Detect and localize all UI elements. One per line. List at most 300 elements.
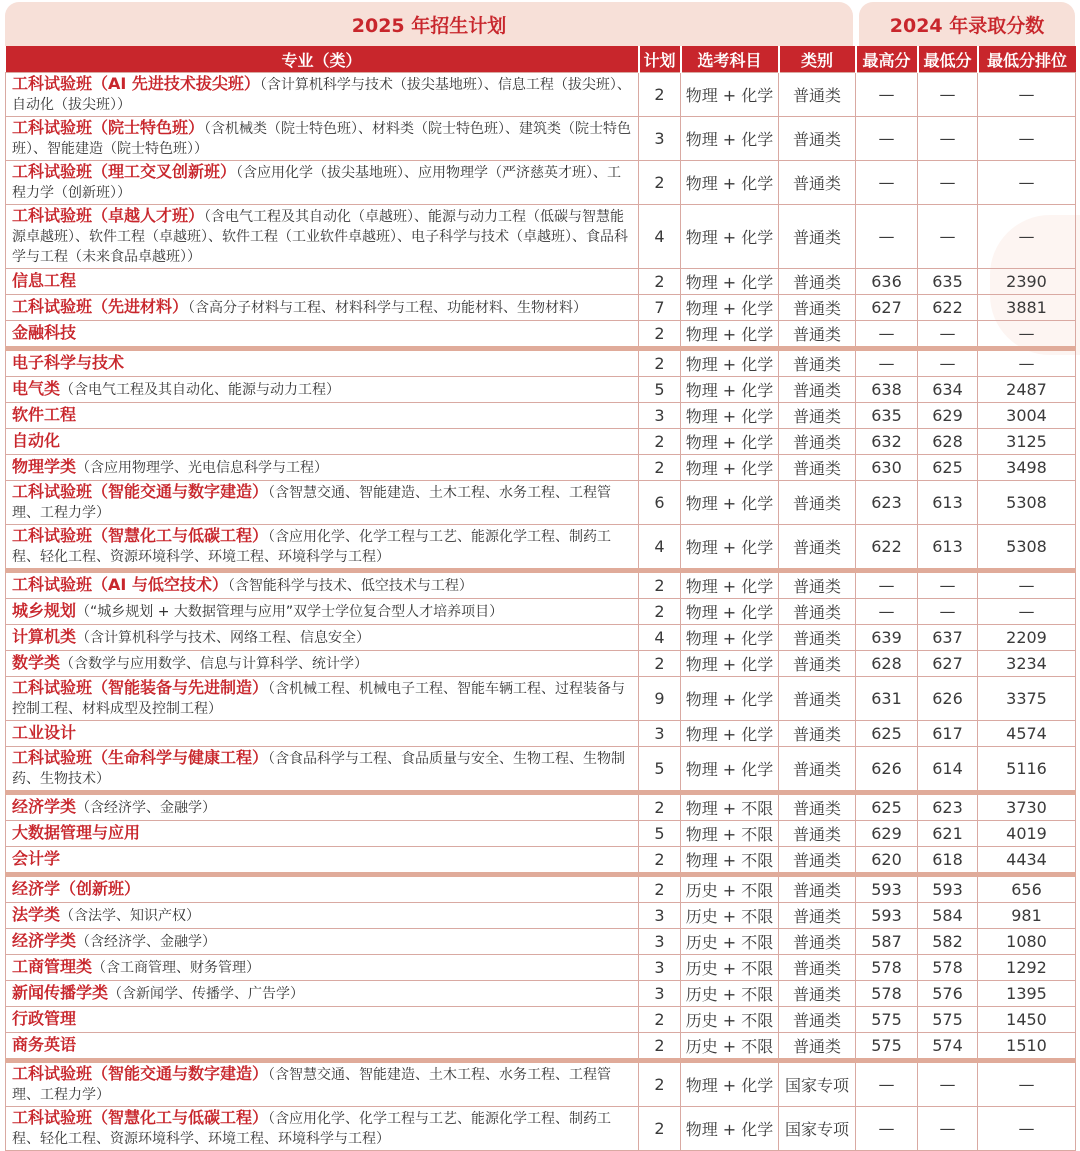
major-name: 大数据管理与应用 (12, 823, 141, 842)
table-row (6, 793, 1076, 821)
major-cell (6, 269, 639, 295)
table-row (6, 677, 1076, 721)
plan-section-title: 2025 年招生计划 (5, 2, 853, 46)
major-name: 新闻传播学类 (12, 983, 109, 1002)
min-score: — (918, 161, 978, 205)
min-score: 575 (918, 1007, 978, 1033)
plan-count: 2 (639, 161, 681, 205)
subject-requirement: 物理 + 化学 (681, 571, 779, 599)
major-name: 电子科学与技术 (12, 353, 125, 372)
category: 普通类 (779, 377, 856, 403)
section-headers (5, 2, 1075, 46)
major-name: 工科试验班（卓越人才班） (12, 206, 205, 225)
min-rank: — (978, 117, 1076, 161)
major-desc: （含经济学、金融学） (76, 800, 217, 816)
table-row (6, 403, 1076, 429)
major-desc: （含电气工程及其自动化、能源与动力工程） (60, 382, 341, 398)
category: 普通类 (779, 1007, 856, 1033)
min-rank: 2209 (978, 625, 1076, 651)
max-score: 620 (856, 847, 918, 875)
table-row (6, 929, 1076, 955)
major-cell (6, 821, 639, 847)
max-score: 627 (856, 295, 918, 321)
min-score: 628 (918, 429, 978, 455)
category: 普通类 (779, 625, 856, 651)
table-row (6, 821, 1076, 847)
category: 普通类 (779, 161, 856, 205)
major-desc: （含应用化学（拔尖基地班）、应用物理学（严济慈英才班）、工程力学（创新班）） (12, 165, 622, 201)
subject-requirement: 物理 + 化学 (681, 625, 779, 651)
min-rank: — (978, 205, 1076, 269)
plan-count: 3 (639, 117, 681, 161)
max-score: 593 (856, 875, 918, 903)
category: 普通类 (779, 903, 856, 929)
min-rank: — (978, 73, 1076, 117)
major-cell (6, 955, 639, 981)
table-row (6, 481, 1076, 525)
table-row (6, 73, 1076, 117)
min-score: 625 (918, 455, 978, 481)
table-row (6, 599, 1076, 625)
max-score: 625 (856, 721, 918, 747)
category: 普通类 (779, 747, 856, 793)
major-cell (6, 295, 639, 321)
category: 普通类 (779, 321, 856, 349)
category: 普通类 (779, 269, 856, 295)
subject-requirement: 物理 + 化学 (681, 349, 779, 377)
category: 普通类 (779, 721, 856, 747)
plan-count: 2 (639, 1033, 681, 1061)
table-row (6, 875, 1076, 903)
major-desc: （含计算机科学与技术、网络工程、信息安全） (76, 630, 371, 646)
table-row (6, 1033, 1076, 1061)
major-desc: （含经济学、金融学） (76, 934, 217, 950)
major-desc: （含数学与应用数学、信息与计算科学、统计学） (60, 656, 369, 672)
category: 普通类 (779, 847, 856, 875)
table-row (6, 847, 1076, 875)
min-rank: 4019 (978, 821, 1076, 847)
max-score: — (856, 73, 918, 117)
subject-requirement: 物理 + 化学 (681, 403, 779, 429)
major-desc: （含机械工程、机械电子工程、智能车辆工程、过程装备与控制工程、材料成型及控制工程） (12, 681, 626, 717)
major-name: 信息工程 (12, 271, 77, 290)
max-score: 631 (856, 677, 918, 721)
major-name: 工科试验班（智能交通与数字建造） (12, 1064, 269, 1083)
major-name: 工科试验班（先进材料） (12, 297, 189, 316)
score-section-title: 2024 年录取分数 (859, 2, 1075, 46)
category: 普通类 (779, 295, 856, 321)
min-score: — (918, 1061, 978, 1107)
major-cell (6, 981, 639, 1007)
major-cell (6, 1007, 639, 1033)
max-score: — (856, 117, 918, 161)
min-score: 621 (918, 821, 978, 847)
max-score: — (856, 571, 918, 599)
max-score: — (856, 1107, 918, 1151)
subject-requirement: 物理 + 化学 (681, 321, 779, 349)
major-name: 工科试验班（智慧化工与低碳工程） (12, 526, 269, 545)
major-cell (6, 161, 639, 205)
max-score: 630 (856, 455, 918, 481)
max-score: — (856, 599, 918, 625)
col-header-plan: 计划 (639, 46, 681, 73)
plan-count: 2 (639, 875, 681, 903)
min-score: 634 (918, 377, 978, 403)
subject-requirement: 物理 + 化学 (681, 525, 779, 571)
major-cell (6, 903, 639, 929)
major-desc: （含高分子材料与工程、材料科学与工程、功能材料、生物材料） (188, 300, 588, 316)
subject-requirement: 物理 + 不限 (681, 793, 779, 821)
plan-count: 2 (639, 1061, 681, 1107)
major-cell (6, 117, 639, 161)
plan-count: 4 (639, 525, 681, 571)
min-score: 629 (918, 403, 978, 429)
major-desc: （含法学、知识产权） (60, 908, 201, 924)
min-score: 613 (918, 481, 978, 525)
col-header-min-score: 最低分 (918, 46, 978, 73)
subject-requirement: 物理 + 化学 (681, 599, 779, 625)
subject-requirement: 历史 + 不限 (681, 875, 779, 903)
col-header-min-rank: 最低分排位 (978, 46, 1076, 73)
table-row (6, 981, 1076, 1007)
table-row (6, 321, 1076, 349)
major-name: 工科试验班（智能装备与先进制造） (12, 678, 269, 697)
min-score: 617 (918, 721, 978, 747)
plan-count: 3 (639, 721, 681, 747)
major-name: 工科试验班（智能交通与数字建造） (12, 482, 269, 501)
major-cell (6, 403, 639, 429)
major-cell (6, 73, 639, 117)
plan-count: 2 (639, 73, 681, 117)
major-cell (6, 651, 639, 677)
major-name: 工科试验班（生命科学与健康工程） (12, 748, 269, 767)
plan-count: 2 (639, 1007, 681, 1033)
major-desc: （含智能科学与技术、低空技术与工程） (227, 578, 473, 594)
subject-requirement: 物理 + 化学 (681, 117, 779, 161)
min-rank: 1080 (978, 929, 1076, 955)
major-desc: （含机械类（院士特色班）、材料类（院士特色班）、建筑类（院士特色班）、智能建造（院士特色班）） (12, 121, 632, 157)
min-rank: 5116 (978, 747, 1076, 793)
min-rank: 3234 (978, 651, 1076, 677)
table-row (6, 651, 1076, 677)
table-row (6, 295, 1076, 321)
major-name: 商务英语 (12, 1035, 77, 1054)
category: 普通类 (779, 929, 856, 955)
major-cell (6, 571, 639, 599)
subject-requirement: 历史 + 不限 (681, 981, 779, 1007)
table-row (6, 1007, 1076, 1033)
major-cell (6, 377, 639, 403)
plan-count: 3 (639, 929, 681, 955)
category: 普通类 (779, 73, 856, 117)
min-score: 582 (918, 929, 978, 955)
max-score: 578 (856, 981, 918, 1007)
plan-count: 2 (639, 847, 681, 875)
category: 普通类 (779, 599, 856, 625)
col-header-subject: 选考科目 (681, 46, 779, 73)
category: 普通类 (779, 525, 856, 571)
category: 普通类 (779, 403, 856, 429)
major-cell (6, 525, 639, 571)
max-score: 587 (856, 929, 918, 955)
admission-table (5, 46, 1076, 1151)
max-score: 639 (856, 625, 918, 651)
min-score: 584 (918, 903, 978, 929)
max-score: 625 (856, 793, 918, 821)
major-cell (6, 747, 639, 793)
table-row (6, 721, 1076, 747)
table-row (6, 747, 1076, 793)
table-body (6, 73, 1076, 1151)
min-rank: — (978, 349, 1076, 377)
max-score: — (856, 1061, 918, 1107)
subject-requirement: 物理 + 化学 (681, 677, 779, 721)
min-rank: 1510 (978, 1033, 1076, 1061)
major-cell (6, 793, 639, 821)
subject-requirement: 历史 + 不限 (681, 955, 779, 981)
min-score: 593 (918, 875, 978, 903)
subject-requirement: 物理 + 化学 (681, 269, 779, 295)
min-score: 627 (918, 651, 978, 677)
max-score: 623 (856, 481, 918, 525)
plan-count: 5 (639, 747, 681, 793)
major-cell (6, 349, 639, 377)
major-name: 工科试验班（AI 与低空技术） (12, 575, 228, 594)
major-cell (6, 455, 639, 481)
major-name: 自动化 (12, 431, 61, 450)
min-rank: 656 (978, 875, 1076, 903)
plan-count: 2 (639, 793, 681, 821)
category: 普通类 (779, 205, 856, 269)
min-rank: — (978, 321, 1076, 349)
category: 国家专项 (779, 1061, 856, 1107)
min-score: — (918, 205, 978, 269)
category: 普通类 (779, 1033, 856, 1061)
major-name: 经济学（创新班） (12, 879, 141, 898)
major-desc: （含食品科学与工程、食品质量与安全、生物工程、生物制药、生物技术） (12, 751, 626, 787)
min-rank: — (978, 1107, 1076, 1151)
subject-requirement: 物理 + 化学 (681, 721, 779, 747)
table-row (6, 429, 1076, 455)
major-cell (6, 847, 639, 875)
max-score: 575 (856, 1033, 918, 1061)
major-name: 工业设计 (12, 723, 77, 742)
plan-count: 2 (639, 349, 681, 377)
major-name: 工科试验班（理工交叉创新班） (12, 162, 237, 181)
subject-requirement: 物理 + 化学 (681, 205, 779, 269)
category: 普通类 (779, 651, 856, 677)
table-row (6, 625, 1076, 651)
min-rank: — (978, 1061, 1076, 1107)
major-desc: （含计算机科学与技术（拔尖基地班）、信息工程（拔尖班）、自动化（拔尖班）） (12, 77, 631, 113)
min-rank: — (978, 161, 1076, 205)
max-score: 626 (856, 747, 918, 793)
subject-requirement: 物理 + 化学 (681, 1061, 779, 1107)
major-desc: （“城乡规划 + 大数据管理与应用”双学士学位复合型人才培养项目） (76, 604, 504, 620)
max-score: 629 (856, 821, 918, 847)
min-rank: — (978, 571, 1076, 599)
min-rank: 2487 (978, 377, 1076, 403)
major-desc: （含应用化学、化学工程与工艺、能源化学工程、制药工程、轻化工程、资源环境科学、环境工程、环境科学与工程） (12, 1111, 612, 1147)
plan-count: 2 (639, 571, 681, 599)
subject-requirement: 物理 + 化学 (681, 455, 779, 481)
subject-requirement: 物理 + 化学 (681, 747, 779, 793)
major-cell (6, 481, 639, 525)
min-rank: 5308 (978, 481, 1076, 525)
min-score: 578 (918, 955, 978, 981)
subject-requirement: 物理 + 化学 (681, 377, 779, 403)
major-name: 法学类 (12, 905, 61, 924)
major-cell (6, 1107, 639, 1151)
table-row (6, 1061, 1076, 1107)
major-name: 工科试验班（AI 先进技术拔尖班） (12, 74, 260, 93)
max-score: 638 (856, 377, 918, 403)
subject-requirement: 物理 + 化学 (681, 429, 779, 455)
table-row (6, 349, 1076, 377)
plan-count: 3 (639, 955, 681, 981)
major-desc: （含应用物理学、光电信息科学与工程） (76, 460, 329, 476)
table-row (6, 955, 1076, 981)
plan-count: 5 (639, 821, 681, 847)
major-name: 城乡规划 (12, 601, 77, 620)
category: 普通类 (779, 429, 856, 455)
subject-requirement: 物理 + 不限 (681, 847, 779, 875)
table-row (6, 377, 1076, 403)
min-score: — (918, 321, 978, 349)
major-name: 数学类 (12, 653, 61, 672)
table-row (6, 117, 1076, 161)
major-cell (6, 321, 639, 349)
min-score: — (918, 117, 978, 161)
col-header-major: 专业（类） (6, 46, 639, 73)
max-score: 578 (856, 955, 918, 981)
min-score: 576 (918, 981, 978, 1007)
max-score: 628 (856, 651, 918, 677)
major-desc: （含智慧交通、智能建造、土木工程、水务工程、工程管理、工程力学） (12, 1067, 612, 1103)
category: 普通类 (779, 571, 856, 599)
subject-requirement: 历史 + 不限 (681, 1007, 779, 1033)
subject-requirement: 物理 + 不限 (681, 821, 779, 847)
min-score: — (918, 1107, 978, 1151)
major-desc: （含智慧交通、智能建造、土木工程、水务工程、工程管理、工程力学） (12, 485, 612, 521)
min-rank: 5308 (978, 525, 1076, 571)
min-rank: 981 (978, 903, 1076, 929)
max-score: 575 (856, 1007, 918, 1033)
major-name: 行政管理 (12, 1009, 77, 1028)
min-rank: — (978, 599, 1076, 625)
category: 普通类 (779, 481, 856, 525)
max-score: 622 (856, 525, 918, 571)
table-row (6, 269, 1076, 295)
min-score: 626 (918, 677, 978, 721)
major-name: 金融科技 (12, 323, 77, 342)
plan-count: 3 (639, 403, 681, 429)
major-cell (6, 205, 639, 269)
max-score: — (856, 321, 918, 349)
table-row (6, 161, 1076, 205)
category: 普通类 (779, 875, 856, 903)
min-rank: 3498 (978, 455, 1076, 481)
major-cell (6, 599, 639, 625)
max-score: 632 (856, 429, 918, 455)
major-name: 物理学类 (12, 457, 77, 476)
plan-count: 2 (639, 429, 681, 455)
category: 普通类 (779, 455, 856, 481)
subject-requirement: 物理 + 化学 (681, 295, 779, 321)
min-rank: 3730 (978, 793, 1076, 821)
max-score: — (856, 349, 918, 377)
min-score: — (918, 599, 978, 625)
major-desc: （含应用化学、化学工程与工艺、能源化学工程、制药工程、轻化工程、资源环境科学、环境工程、环境科学与工程） (12, 529, 612, 565)
max-score: — (856, 161, 918, 205)
min-score: — (918, 571, 978, 599)
max-score: 636 (856, 269, 918, 295)
min-rank: 3125 (978, 429, 1076, 455)
min-rank: 1395 (978, 981, 1076, 1007)
max-score: 593 (856, 903, 918, 929)
plan-count: 2 (639, 321, 681, 349)
min-rank: 2390 (978, 269, 1076, 295)
subject-requirement: 物理 + 化学 (681, 161, 779, 205)
category: 普通类 (779, 793, 856, 821)
min-score: 574 (918, 1033, 978, 1061)
major-cell (6, 429, 639, 455)
category: 普通类 (779, 955, 856, 981)
major-name: 计算机类 (12, 627, 77, 646)
category: 国家专项 (779, 1107, 856, 1151)
plan-count: 3 (639, 981, 681, 1007)
col-header-max-score: 最高分 (856, 46, 918, 73)
subject-requirement: 物理 + 化学 (681, 481, 779, 525)
min-rank: 3881 (978, 295, 1076, 321)
major-cell (6, 721, 639, 747)
plan-count: 9 (639, 677, 681, 721)
plan-count: 2 (639, 651, 681, 677)
subject-requirement: 历史 + 不限 (681, 903, 779, 929)
table-header-row (6, 46, 1076, 73)
subject-requirement: 物理 + 化学 (681, 651, 779, 677)
min-rank: 4574 (978, 721, 1076, 747)
subject-requirement: 历史 + 不限 (681, 1033, 779, 1061)
table-row (6, 1107, 1076, 1151)
min-score: 613 (918, 525, 978, 571)
major-cell (6, 875, 639, 903)
category: 普通类 (779, 117, 856, 161)
table-row (6, 571, 1076, 599)
max-score: — (856, 205, 918, 269)
table-row (6, 205, 1076, 269)
plan-count: 2 (639, 1107, 681, 1151)
plan-count: 5 (639, 377, 681, 403)
category: 普通类 (779, 349, 856, 377)
category: 普通类 (779, 821, 856, 847)
table-row (6, 455, 1076, 481)
min-score: 623 (918, 793, 978, 821)
col-header-category: 类别 (779, 46, 856, 73)
subject-requirement: 物理 + 化学 (681, 1107, 779, 1151)
major-cell (6, 1033, 639, 1061)
category: 普通类 (779, 677, 856, 721)
max-score: 635 (856, 403, 918, 429)
plan-count: 2 (639, 599, 681, 625)
plan-count: 4 (639, 205, 681, 269)
min-score: 622 (918, 295, 978, 321)
major-name: 电气类 (12, 379, 61, 398)
min-rank: 4434 (978, 847, 1076, 875)
major-name: 软件工程 (12, 405, 77, 424)
major-name: 工科试验班（智慧化工与低碳工程） (12, 1108, 269, 1127)
subject-requirement: 物理 + 化学 (681, 73, 779, 117)
